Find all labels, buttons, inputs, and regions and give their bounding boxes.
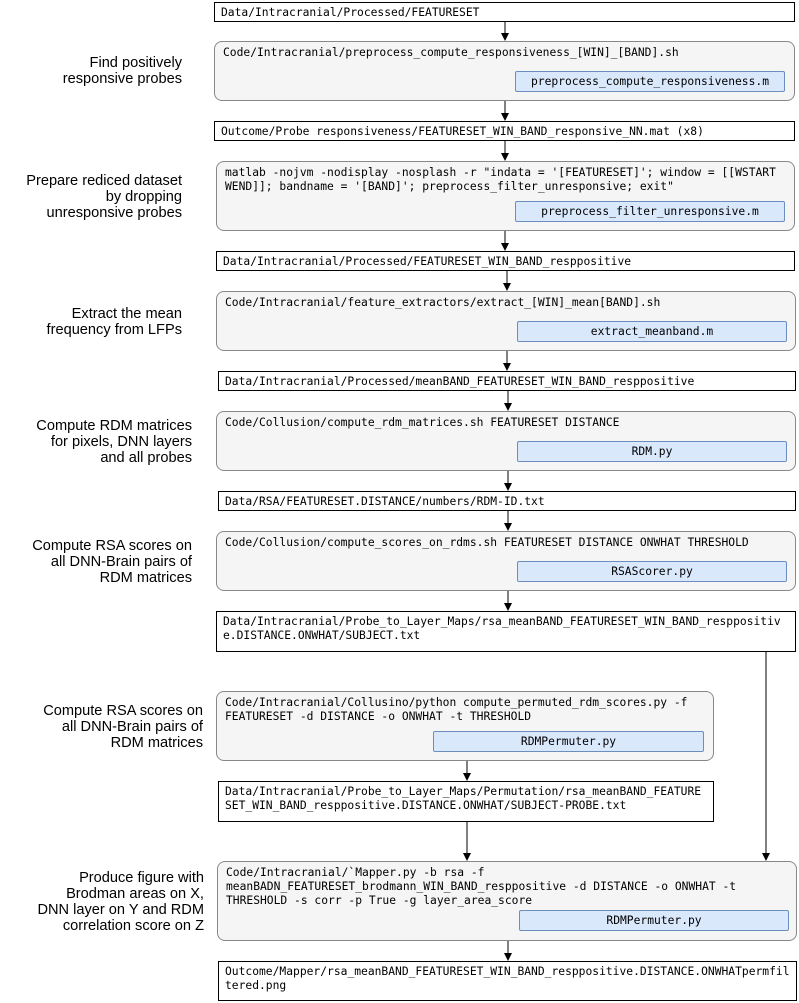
step-label-rsa-scores: Compute RSA scores on all DNN-Brain pairs of RDM matrices [32, 538, 192, 586]
script-rdm: RDM.py [517, 441, 787, 462]
command-text: Code/Collusion/compute_scores_on_rdms.sh FEATURESET DISTANCE ONWHAT THRESHOLD [225, 536, 749, 549]
file-probe-to-layer-maps: Data/Intracranial/Probe_to_Layer_Maps/rsa_meanBAND_FEATURESET_WIN_BAND_resppositive.DISTANCE.ONWHAT/SUBJECT.txt [216, 611, 796, 652]
file-meanband: Data/Intracranial/Processed/meanBAND_FEATURESET_WIN_BAND_resppositive [218, 371, 796, 391]
file-permutation: Data/Intracranial/Probe_to_Layer_Maps/Permutation/rsa_meanBAND_FEATURESET_WIN_BAND_resppositive.DISTANCE.ONWHAT/SUBJECT-PROBE.txt [218, 781, 714, 822]
command-text: Code/Intracranial/preprocess_compute_responsiveness_[WIN]_[BAND].sh [223, 46, 679, 59]
step-label-produce-figure: Produce figure with Brodman areas on X, DNN layer on Y and RDM correlation score on Z [37, 870, 204, 934]
file-resppositive: Data/Intracranial/Processed/FEATURESET_WIN_BAND_resppositive [216, 251, 795, 271]
command-text: Code/Intracranial/`Mapper.py -b rsa -f meanBADN_FEATURESET_brodmann_WIN_BAND_resppositive -d DISTANCE -o ONWHAT -t THRESHOLD -s corr -p True -g layer_area_score [226, 866, 737, 907]
command-text: matlab -nojvm -nodisplay -nosplash -r "indata = '[FEATURESET]'; window = [[WSTART WEND]]; bandname = '[BAND]'; preprocess_filter_unresponsive; exit" [225, 166, 776, 193]
step-label-filter: Prepare rediced dataset by dropping unresponsive probes [26, 173, 182, 221]
step-label-rdm: Compute RDM matrices for pixels, DNN layers and all probes [36, 418, 192, 466]
command-text: Code/Intracranial/Collusino/python compute_permuted_rdm_scores.py -f FEATURESET -d DISTANCE -o ONWHAT -t THRESHOLD [225, 696, 688, 723]
script-preprocess-compute-responsiveness: preprocess_compute_responsiveness.m [515, 71, 785, 92]
script-extract-meanband: extract_meanband.m [517, 321, 787, 342]
command-text: Code/Intracranial/feature_extractors/extract_[WIN]_mean[BAND].sh [225, 296, 661, 309]
script-rsa-scorer: RSAScorer.py [517, 561, 787, 582]
script-rdm-permuter: RDMPermuter.py [433, 731, 704, 752]
step-label-extract: Extract the mean frequency from LFPs [46, 306, 182, 338]
step-label-rsa-permuted: Compute RSA scores on all DNN-Brain pairs of RDM matrices [43, 703, 203, 751]
script-preprocess-filter-unresponsive: preprocess_filter_unresponsive.m [515, 201, 785, 222]
script-rdm-permuter-2: RDMPermuter.py [519, 910, 789, 931]
step-label-responsiveness: Find positively responsive probes [62, 55, 182, 87]
command-text: Code/Collusion/compute_rdm_matrices.sh FEATURESET DISTANCE [225, 416, 620, 429]
file-featureset: Data/Intracranial/Processed/FEATURESET [214, 2, 795, 22]
file-responsiveness: Outcome/Probe responsiveness/FEATURESET_WIN_BAND_responsive_NN.mat (x8) [214, 121, 795, 141]
file-mapper-output: Outcome/Mapper/rsa_meanBAND_FEATURESET_WIN_BAND_resppositive.DISTANCE.ONWHATpermfiltered.png [218, 961, 797, 1001]
file-rdm-id: Data/RSA/FEATURESET.DISTANCE/numbers/RDM-ID.txt [218, 491, 796, 511]
